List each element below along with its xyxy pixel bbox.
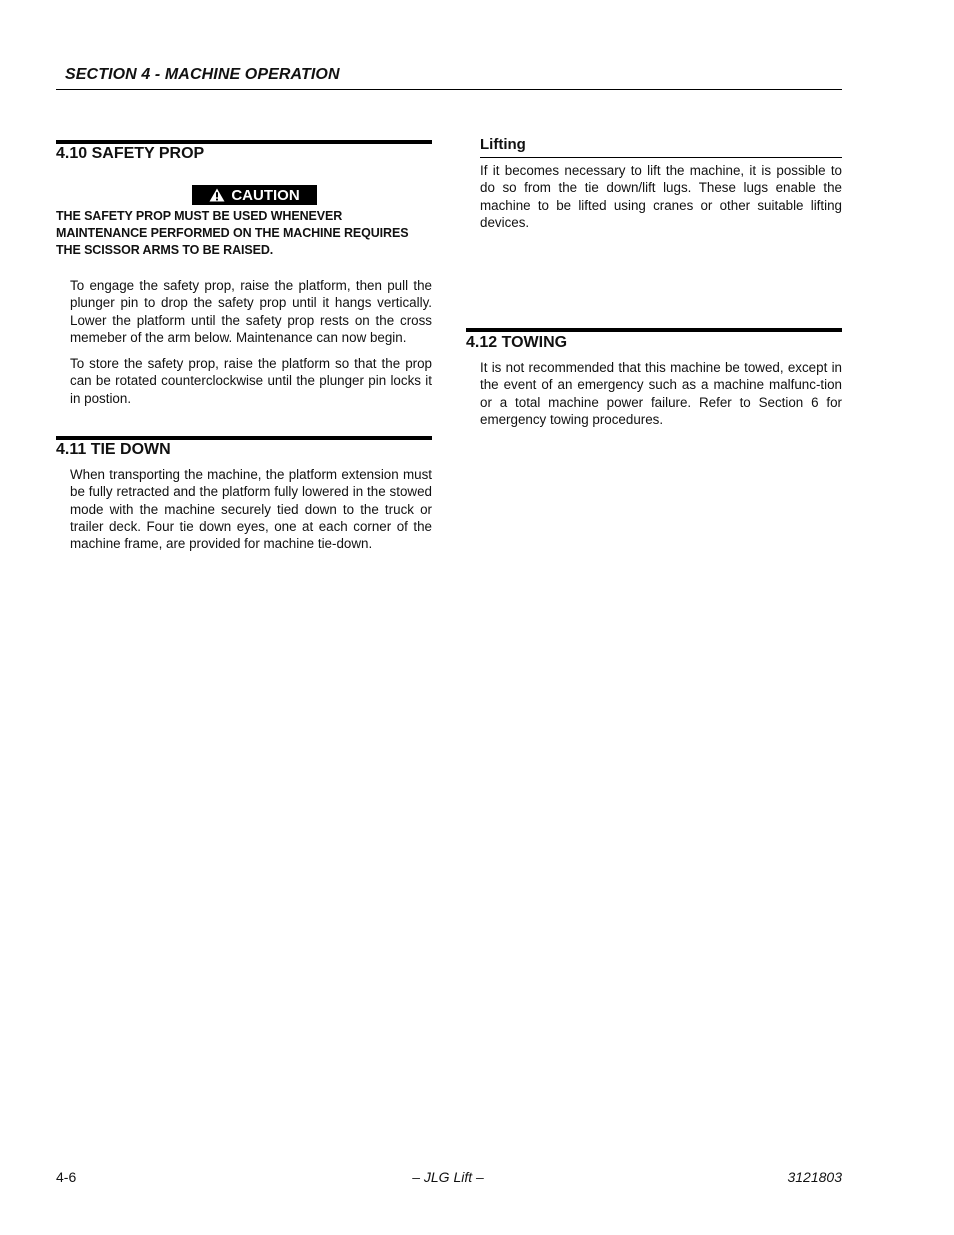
caution-label: CAUTION (231, 186, 300, 204)
section-4-11-heading: 4.11 TIE DOWN (56, 441, 171, 458)
safety-prop-paragraph-2: To store the safety prop, raise the platform so that the prop can be rotated counterclockwise until the plunger pin locks it in postion. (70, 356, 432, 406)
section-4-10-heading: 4.10 SAFETY PROP (56, 145, 205, 162)
caution-message: THE SAFETY PROP MUST BE USED WHENEVER MAINTENANCE PERFORMED ON THE MACHINE REQUIRES THE SCISSOR ARMS TO BE RAISED. (56, 209, 409, 257)
warning-icon (209, 188, 225, 202)
lifting-body (480, 162, 842, 231)
lifting-heading: Lifting (480, 136, 526, 153)
lifting-paragraph: If it becomes necessary to lift the machine, it is possible to do so from the tie down/lift lugs. These lugs enable the machine to be lifted using cranes or other suitable lifting devices. (480, 163, 842, 230)
footer-document-number: 3121803 (787, 1169, 842, 1185)
tie-down-body (70, 466, 432, 552)
header-rule (56, 89, 842, 90)
section-4-10-bar (56, 140, 432, 144)
section-4-11-bar (56, 436, 432, 440)
section-header-title: SECTION 4 - MACHINE OPERATION (65, 66, 340, 83)
footer-page-number: 4-6 (56, 1169, 77, 1185)
towing-body (480, 359, 842, 428)
tie-down-paragraph: When transporting the machine, the platform extension must be fully retracted and the platform fully lowered in the stowed mode with the machine securely tied down to the truck or trailer deck. Four tie down eyes, one at each corner of the machine frame, are provided for machine tie-down. (70, 467, 432, 552)
safety-prop-paragraph-1: To engage the safety prop, raise the platform, then pull the plunger pin to drop the safety prop until it hangs vertically. Lower the platform until the safety prop rests on the cross memeber of the arm below. Maintenance can now begin. (70, 278, 432, 345)
safety-prop-body (70, 277, 432, 407)
lifting-rule (480, 157, 842, 158)
section-4-12-heading: 4.12 TOWING (466, 334, 568, 351)
footer-center-title: – JLG Lift – (412, 1169, 484, 1185)
section-4-12-bar (466, 328, 842, 332)
towing-paragraph: It is not recommended that this machine be towed, except in the event of an emergency such as a machine malfunc-tion or a total machine power failure. Refer to Section 6 for emergency towing procedures. (480, 360, 842, 427)
caution-badge (192, 185, 317, 205)
